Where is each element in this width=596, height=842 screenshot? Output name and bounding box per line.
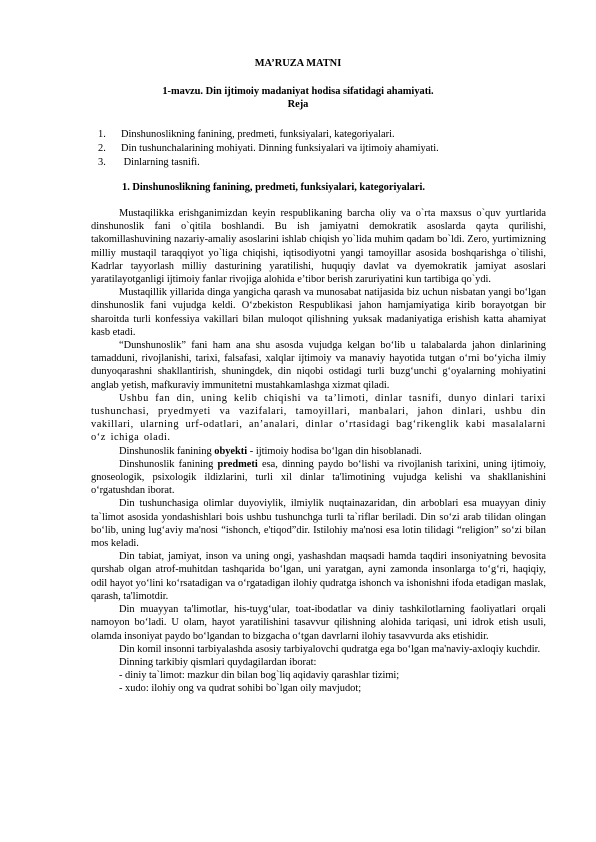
paragraph-text: - ijtimoiy hodisa bo‘lgan din hisoblanadi. bbox=[247, 445, 422, 457]
paragraph-object bbox=[91, 445, 546, 458]
section-heading: 1. Dinshunoslikning fanining, predmeti, funksiyalari, kategoriyalari. bbox=[122, 182, 425, 193]
plan-heading: Reja bbox=[287, 99, 309, 110]
plan-item bbox=[98, 156, 538, 170]
paragraph-subject bbox=[91, 458, 546, 498]
paragraph: Ushbu fan din, uning kelib chiqishi va ta’limoti, dinlar tasnifi, dunyo dinlari tarixi tushunchasi, pryedmyeti va vazifalari, tamoyillari, manbalari, jahon dinlari, ushbu din vakillari, ularning urf-odatlari, an’analari, dinlar o‘rtasidagi bag‘rikenglik kabi masalalarni o‘z ichiga oladi. bbox=[91, 392, 546, 444]
body-text bbox=[91, 207, 546, 696]
list-item: - diniy ta`limot: mazkur din bilan bog`liq aqidaviy qarashlar tizimi; bbox=[119, 670, 400, 682]
topic-heading bbox=[0, 85, 596, 111]
paragraph: Din tabiat, jamiyat, inson va uning ongi, yashashdan maqsadi hamda taqdiri insoniyatning bevosita qurshab olgan atrof-muhitdan tashqarida bo‘lgan, uni yaratgan, ayni zamonda insonlarga to‘g‘ri, haqiqiy, odil hayot yo‘lini ko‘rsatadigan va o‘rgatadigan ilohiy qudratga ishonch va ishonishni ifoda etadigan maslak, qarash, ta'limotdir. bbox=[91, 551, 546, 602]
paragraph: “Dunshunoslik” fani ham ana shu asosda vujudga kelgan bo‘lib u talabalarda jahon dinlarining tamadduni, rivojlanishi, tarixi, falsafasi, xalqlar ijtimoiy va manaviy hayotida tutgan o‘rni bo‘yicha ilmiy dunyoqarashni shakllantirish, shuningdek, din niqobi ostidagi turli buzg‘unchi g‘oyalarning mohiyatini anglab yetish, mafkuraviy immunitetni mustahkamlashga xizmat qiladi. bbox=[91, 340, 546, 391]
paragraph: Din muayyan ta'limotlar, his-tuyg‘ular, toat-ibodatlar va diniy tashkilotlarning faoliyatlari orqali namoyon bo‘ladi. U olam, hayot yaratilishini tasavvur qilishning alohida tariqasi, uni idrok etish usuli, olamda insoniyat paydo bo‘lgandan to bizgacha o‘tgan davrlarni ilohiy tasavvurda aks etishidir. bbox=[91, 604, 546, 642]
plan-item bbox=[98, 142, 538, 156]
paragraph-text: Dinshunoslik fanining bbox=[119, 445, 215, 457]
document-title: MA’RUZA MATNI bbox=[254, 58, 342, 69]
plan-item-text: Dinshunoslikning fanining, predmeti, funksiyalari, kategoriyalari. bbox=[121, 129, 395, 140]
plan-item-number: 3. bbox=[98, 157, 106, 168]
plan-list bbox=[98, 128, 538, 170]
plan-item-text: Din tushunchalarining mohiyati. Dinning funksiyalari va ijtimoiy ahamiyati. bbox=[121, 143, 439, 154]
paragraph: Din komil insonni tarbiyalashda asosiy tarbiyalovchi qudratga ega bo‘lgan ma'naviy-axloqiy kuchdir. bbox=[119, 643, 541, 655]
paragraph-text: Dinshunoslik fanining bbox=[119, 458, 218, 470]
paragraph-text: esa, dinning paydo bo‘lishi va rivojlanish tarixini, uning ijtimoiy, gnoseologik, psixologik ildizlarini, turli xil dinlar ta'limotining vujudga kelishi va shakllanishini o‘rgatushdan iborat. bbox=[91, 458, 546, 497]
term-object: obyekti bbox=[214, 445, 248, 457]
list-intro: Dinning tarkibiy qismlari quydagilardan iborat: bbox=[119, 656, 317, 668]
paragraph: Mustaqilikka erishganimizdan keyin respublikaning barcha oliy va o`rta maxsus o`quv yurtlarida dinshunoslik fani o`qitila boshlandi. Bu ish jamiyatni demokratik asoslarda qayta qurilishi, takomillashuvining nazariy-amaliy asoslarini ishlab chiqish yo`lida muhim qadam bo`ldi. Zero, yurtimizning milliy mustaqil taraqqiyot yo`liga chiqishi, iqtisodiyotni yangi tamoyillar asosida boshqarishga o`tilishi, Kadrlar tayyorlash milliy dasturining yaratilishi, huquqiy davlat va dyemokratik jamiyat asoslari yaratilayotganligi ijtimoiy fanlar rivojiga alohida e’tibor berish zaruriyatini kun tartibiga qo`ydi. bbox=[91, 208, 546, 286]
paragraph: Mustaqillik yillarida dinga yangicha qarash va munosabat natijasida biz uchun nisbatan yangi bo‘lgan dinshunoslik fani vujudga keldi. O‘zbekiston Respublikasi jahon hamjamiyatiga kirib borayotgan bir sharoitda turli konfessiya vakillari bilan muloqot qilishning yuksak madaniyatiga erishish katta ahamiyat kasb etadi. bbox=[91, 287, 546, 338]
plan-item bbox=[98, 128, 538, 142]
term-subject: predmeti bbox=[217, 458, 258, 470]
plan-item-number: 2. bbox=[98, 143, 106, 154]
plan-item-number: 1. bbox=[98, 129, 106, 140]
topic-title: 1-mavzu. Din ijtimoiy madaniyat hodisa sifatidagi ahamiyati. bbox=[162, 86, 434, 97]
list-item: - xudo: ilohiy ong va qudrat sohibi bo`lgan oily mavjudot; bbox=[119, 683, 362, 695]
plan-item-text: Dinlarning tasnifi. bbox=[121, 157, 200, 168]
paragraph: Din tushunchasiga olimlar duyoviylik, ilmiylik nuqtainazaridan, din arboblari esa muayyan diniy ta`limot asosida yondashishlari bois ushbu tushunchga turli ta`riflar beriladi. Din so‘zi arab tilidan olingan bo‘lib, uning lug‘aviy ma'nosi “ishonch, e'tiqod”dir. Istilohiy ma'nosi esa lotin tilidagi “religion” so‘zi bilan mos keladi. bbox=[91, 498, 546, 550]
